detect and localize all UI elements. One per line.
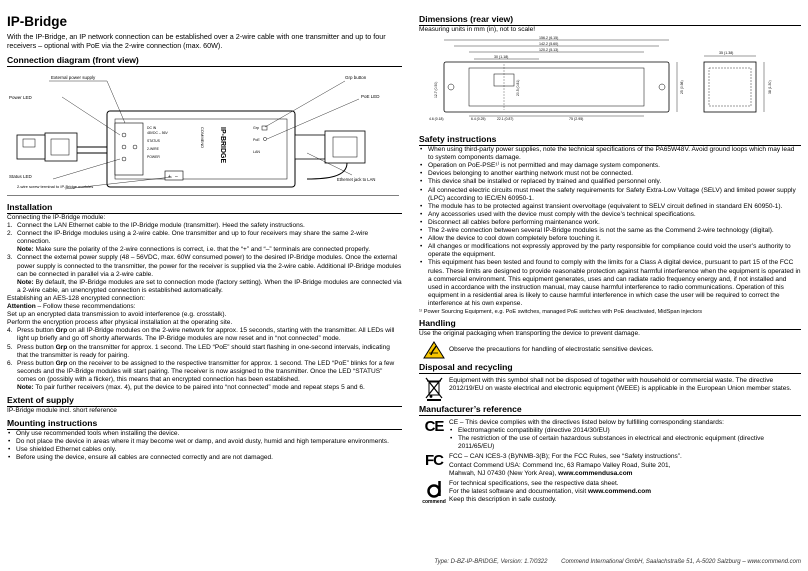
- status-led-label: Status LED: [9, 174, 32, 179]
- installation-step: [7, 254, 402, 294]
- dim-d2: 142.2 (5.60): [539, 42, 559, 47]
- safety-item: • Disconnect all cables before performing maintenance work.: [419, 219, 801, 227]
- step-text-pre: Press button: [17, 343, 56, 351]
- installation-step: [7, 327, 402, 343]
- lan-label: LAN: [253, 150, 260, 154]
- fcc-mark-icon: FC: [425, 452, 443, 470]
- step-number: 4.: [7, 327, 13, 335]
- fcc-line-1: FCC – CAN ICES-3 (B)/NMB-3(B); For the FCC Rules, see “Safety instructions”.: [449, 453, 682, 461]
- ethernet-jack-label: Ethernet jack to LAN: [337, 177, 376, 182]
- installation-steps-a: [7, 222, 402, 295]
- terminal-plus: +: [168, 174, 171, 180]
- grp-label: Grp: [253, 126, 259, 130]
- step-number: 5.: [7, 343, 13, 351]
- safety-item: • All connected electric circuits must meet the safety requirements for Safety Extra-Low Voltage (SELV) and limited power supply (LPC) according to IEC/EN 60950-1.: [419, 187, 801, 203]
- step-text: Connect the LAN Ethernet cable to the IP-Bridge module (transmitter). Heed the safety instructions.: [17, 222, 305, 230]
- esd-row: [419, 341, 801, 359]
- power-label: POWER: [147, 155, 160, 159]
- dim-d3: 120.2 (5.13): [539, 48, 559, 53]
- step-note: To pair further receivers (max. 4), put the device to be paired into “not connected” mode and repeat steps 5 and 6.: [33, 383, 365, 391]
- dc-range-label: 48VDC – 56V: [147, 131, 168, 135]
- handling-text: Use the original packaging when transporting the device to prevent damage.: [419, 329, 640, 337]
- installation-step: [7, 222, 402, 230]
- safety-footnote: ¹⁾ Power Sourcing Equipment, e.g. PoE switches, managed PoE switches with PoE deactivated, MidSpan injectors: [419, 308, 703, 315]
- safety-item: • Operation on PoE-PSE¹⁾ is not permitted and may damage system components.: [419, 162, 801, 170]
- dimensions-subtitle: Measuring units in mm (in), not to scale!: [419, 26, 536, 33]
- commend-row: [419, 480, 801, 506]
- page-footer: [434, 559, 801, 565]
- step-text: on the receiver to be assigned to the respective transmitter for approx. 1 second. The LED “PoE” blinks for a few seconds and the IP-Bridge modules will start pairing. The receiver is now assigned to the transmitter. Once the LED “STATUS” comes on (possibly with a flicker), this means that an encrypted connection has been established.: [17, 359, 395, 383]
- safety-item: • Devices belonging to another earthing network must not be connected.: [419, 170, 801, 178]
- rear-view-body: [444, 62, 669, 112]
- dim-d1: 156.2 (6.15): [539, 36, 559, 41]
- dim-d6: 20.5 (0.81): [516, 79, 520, 97]
- esd-icon: [419, 341, 449, 359]
- attention-line: Attention – Follow these recommendations:: [7, 303, 136, 311]
- installation-step: [7, 344, 402, 360]
- ce-text: CE – This device complies with the directives listed below by fulfilling corresponding standards:: [449, 419, 724, 427]
- step-note-label: Note:: [17, 383, 34, 391]
- installation-step: [7, 230, 402, 254]
- safety-item: • This device shall be installed or replaced by trained and qualified personnel only.: [419, 178, 801, 186]
- commend-block: [449, 480, 801, 504]
- commend-line-1: For technical specifications, see the respective data sheet.: [449, 479, 619, 487]
- side-view-body: [704, 62, 756, 112]
- safety-list: [419, 146, 801, 308]
- poe-label: PoE: [253, 138, 260, 142]
- right-column: [419, 0, 801, 506]
- power-plug: [45, 133, 77, 161]
- dim-d12: 38 (1.50): [768, 80, 772, 95]
- ce-block: [449, 419, 801, 451]
- ce-row: [419, 419, 801, 451]
- esd-text: Observe the precautions for handling of electrostatic sensitive devices.: [449, 346, 654, 354]
- safety-item: • Allow the device to cool down completely before touching it.: [419, 235, 801, 243]
- commend-line-2: For the latest software and documentation, visit www.commend.com: [449, 487, 652, 495]
- extent-heading: Extent of supply: [7, 395, 402, 407]
- weee-row: [419, 377, 801, 401]
- safety-item: • When using third-party power supplies, note the technical specifications of the PA65W48V. Avoid ground loops which may lead to system components damage.: [419, 146, 801, 162]
- dim-d8: 6.4 (0.25): [471, 117, 486, 122]
- step-text: Connect the external power supply (48 – 56VDC, max. 60W consumed power) to the desired IP-Bridge modules. Once the external power supply is connected to the transmitter, the power for the receiver is supplied via the 2-wire cable. Additional IP-Bridge modules can be connected in parallel via a 2-wire cable.: [17, 254, 402, 278]
- step-text: Connect the IP-Bridge modules using a 2-wire cable. One transmitter and up to four receivers may share the same 2-wire connection.: [17, 230, 369, 246]
- device-name-label: IP-BRIDGE: [219, 127, 226, 164]
- mounting-list: [7, 430, 402, 462]
- installation-section: [7, 214, 402, 392]
- step-button-name: Grp: [55, 327, 68, 335]
- mounting-item: • Do not place the device in areas where it may become wet or damp, and avoid dusty, humid and high temperature environments.: [7, 438, 402, 446]
- mounting-item: • Before using the device, ensure all cables are connected correctly and are not damaged.: [7, 454, 402, 462]
- step-number: 6.: [7, 359, 13, 367]
- dim-d9: 22.1 (0.87): [497, 117, 514, 122]
- connection-diagram: [7, 71, 399, 196]
- ethernet-plug: [295, 135, 325, 159]
- step-text-pre: Press button: [17, 359, 56, 367]
- step-number: 2.: [7, 230, 13, 238]
- safety-item: • All changes or modifications not expressly approved by the party responsible for compliance could void the user’s authority to operate the equipment.: [419, 243, 801, 259]
- attention-line-1: Set up an encrypted data transmission to avoid interference (e.g. crosstalk).: [7, 311, 227, 319]
- safety-item: • Any accessories used with the device must comply with the device’s technical specifications.: [419, 211, 801, 219]
- wire-label: 2-WIRE: [147, 147, 159, 151]
- step-text: on the transmitter for approx. 1 second. The LED “PoE” should start flashing in one-second intervals, indicating that the transmitter is ready for pairing.: [17, 343, 390, 359]
- step-number: 1.: [7, 222, 13, 230]
- mounting-item: • Use shielded Ethernet cables only.: [7, 446, 402, 454]
- ce-item: • Electromagnetic compatibility (directive 2014/30/EU): [449, 427, 801, 435]
- ce-mark-icon: CE: [424, 418, 444, 436]
- dim-d4: 30 (1.18): [494, 55, 509, 60]
- footer-company: Commend International GmbH, Saalachstraße 51, A-5020 Salzburg – www.commend.com: [561, 559, 801, 565]
- step-text-pre: Press button: [17, 327, 56, 335]
- fcc-row: [419, 453, 801, 477]
- dim-d10: 4.6 (0.18): [429, 117, 444, 122]
- brand-label: COMMEND: [200, 127, 205, 149]
- mounting-heading: Mounting instructions: [7, 418, 402, 430]
- grp-button-label: Grp button: [345, 75, 367, 80]
- two-wire-label: 2-wire screw terminal to IP-Bridge modules: [17, 184, 94, 189]
- weee-bin-icon: [419, 377, 449, 401]
- commend-line-3: Keep this description in safe custody.: [449, 495, 557, 503]
- step-button-name: Grp: [55, 359, 68, 367]
- ce-list: [449, 427, 801, 451]
- safety-heading: Safety instructions: [419, 134, 801, 146]
- poe-led-label: PoE LED: [361, 94, 380, 99]
- extent-text: IP-Bridge module incl. short reference: [7, 407, 117, 415]
- dim-d7: 75 (2.95): [569, 117, 584, 122]
- installation-steps-b: [7, 327, 402, 392]
- terminal-minus: –: [175, 174, 178, 180]
- dim-d5: 12.7 (0.50): [434, 81, 438, 99]
- safety-item: • The module has to be protected against transient overvoltage (equivalent to SELV circuit defined in standard EN 60950-1).: [419, 203, 801, 211]
- mounting-item: • Only use recommended tools when installing the device.: [7, 430, 402, 438]
- commendusa-link[interactable]: www.commendusa.com: [558, 469, 633, 477]
- external-power-label: External power supply: [51, 75, 96, 80]
- safety-item: • This equipment has been tested and found to comply with the limits for a Class A digital device, pursuant to part 15 of the FCC rules. These limits are designed to provide reasonable protection against harmful interference when the equipment is operated in a commercial environment. This equipment generates, uses and can radiate radio frequency energy and, if not installed and used in accordance with the instruction manual, may cause harmful interference to radio communications. Operation of this equipment in a residential area is likely to cause harmful interference in which case the user will be required to correct the interference at his own expense.: [419, 259, 801, 308]
- fcc-line-2: Contact Commend USA: Commend Inc, 63 Ramapo Valley Road, Suite 201,: [449, 461, 671, 469]
- installation-lead: Connecting the IP-Bridge module:: [7, 214, 106, 221]
- installation-heading: Installation: [7, 202, 402, 214]
- installation-step: [7, 360, 402, 392]
- commend-link[interactable]: www.commend.com: [588, 487, 652, 495]
- safety-item: • The 2-wire connection between several IP-Bridge modules is not the same as the Commend 2-wire technology (digital).: [419, 227, 801, 235]
- page-title: IP-Bridge: [7, 14, 68, 29]
- disposal-text: Equipment with this symbol shall not be disposed of together with household or commercial waste. The directive 2012/19/EU on waste electrical and electronic equipment (WEEE) is applicable in the European Union member states.: [449, 377, 792, 393]
- step-text: on all IP-Bridge modules on the 2-wire network for approx. 15 seconds, starting with the transmitter. All LEDs will light up briefly and go off shortly afterwards. The IP-Bridge modules are now reset and in “not connected” mode.: [17, 327, 395, 343]
- step-note: Make sure the polarity of the 2-wire connections is correct, i.e. that the “+” and “–” terminals are connected properly.: [33, 246, 371, 254]
- dimensions-drawing: [419, 34, 801, 126]
- attention-line-2: Perform the encryption process after physical installation at the operating site.: [7, 319, 233, 327]
- fcc-line-3: Mahwah, NJ 07430 (New York Area), www.commendusa.com: [449, 469, 633, 477]
- manufacturer-heading: Manufacturer’s reference: [419, 404, 801, 416]
- handling-heading: Handling: [419, 318, 801, 330]
- ce-item: • The restriction of the use of certain hazardous substances in electrical and electronic equipment (directive 2011/65/EU): [449, 435, 801, 451]
- step-button-name: Grp: [55, 343, 68, 351]
- step-note-label: Note:: [17, 246, 34, 254]
- attention-label: Attention: [7, 303, 36, 311]
- dim-d11: 35 (1.38): [719, 51, 734, 56]
- commend-logo-icon: commend: [419, 480, 449, 506]
- disposal-heading: Disposal and recycling: [419, 362, 801, 374]
- step-note-label: Note:: [17, 278, 34, 286]
- step-note: By default, the IP-Bridge modules are set to connection mode (factory setting). When the IP-Bridge modules are connected via a 2-wire cable, an unencrypted connection is established automatically.: [17, 278, 402, 294]
- dim-d13: 25 (0.98): [680, 80, 684, 95]
- dimensions-heading: Dimensions (rear view): [419, 14, 801, 26]
- step-number: 3.: [7, 254, 13, 262]
- status-label: STATUS: [147, 139, 160, 143]
- fcc-block: [449, 453, 801, 477]
- connection-diagram-heading: Connection diagram (front view): [7, 55, 402, 67]
- intro-text: With the IP-Bridge, an IP network connection can be established over a 2-wire cable with one transmitter and up to four receivers – optional with PoE via the 2-wire connection (max. 60W).: [7, 32, 386, 50]
- left-column: [7, 0, 402, 463]
- dc-in-label: DC IN: [147, 126, 157, 130]
- power-led-label: Power LED: [9, 95, 32, 100]
- footer-type: Type: D-BZ-IP-BRIDGE, Version: 1.7/0322: [434, 559, 548, 565]
- aes-line: Establishing an AES-128 encrypted connection:: [7, 294, 145, 302]
